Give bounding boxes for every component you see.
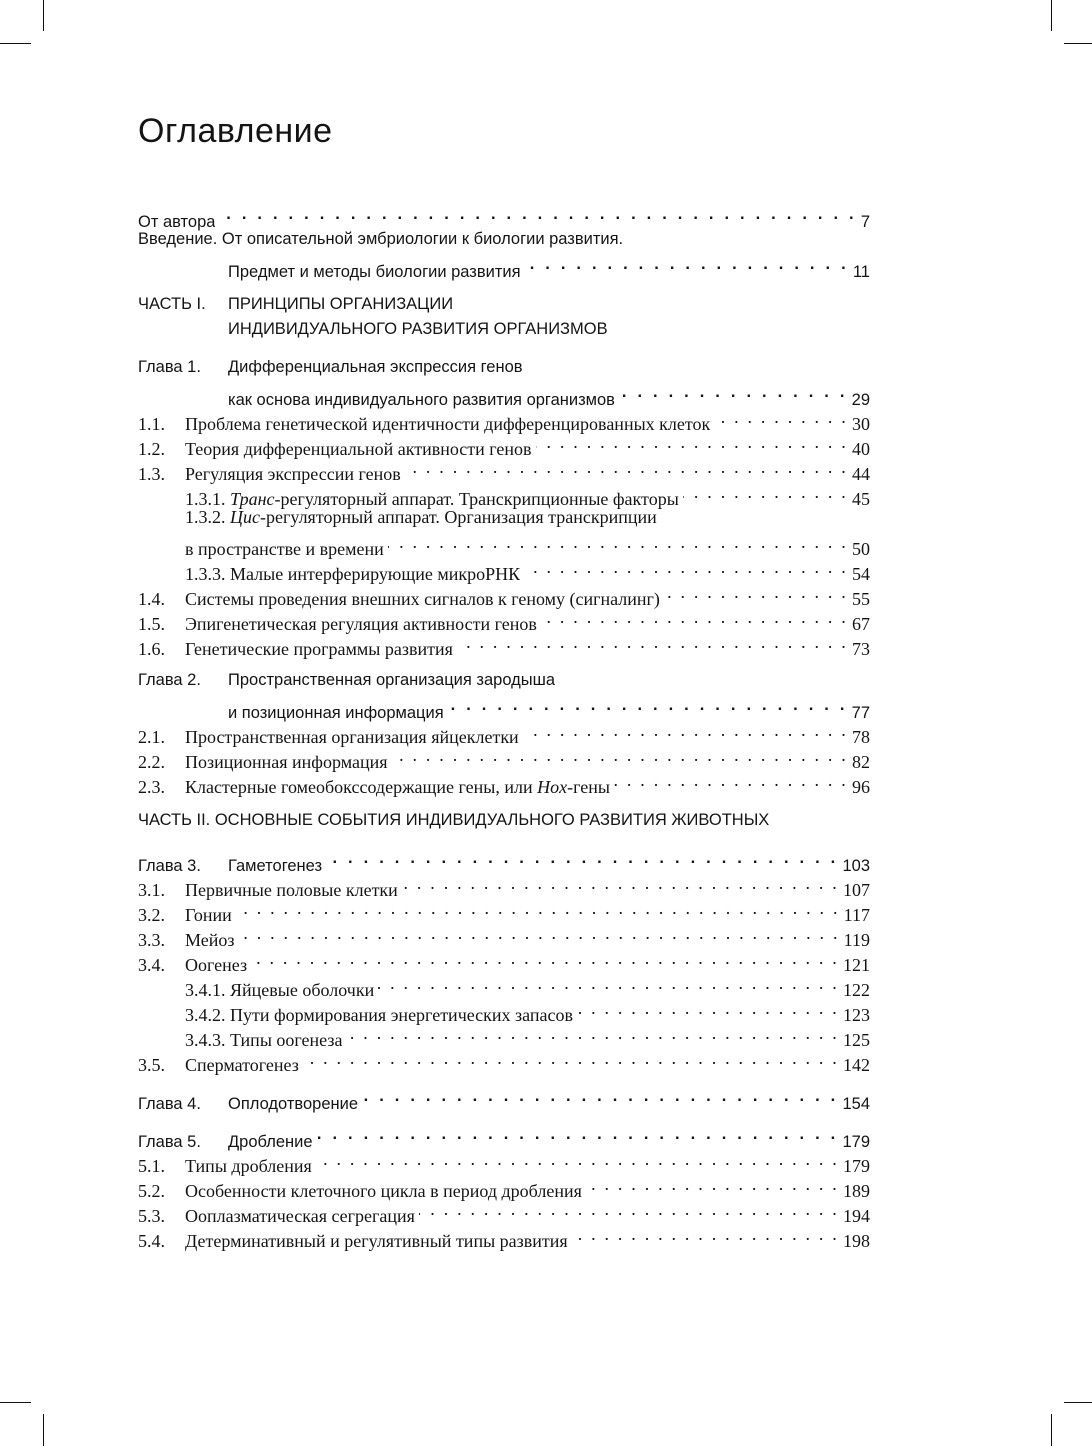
toc-entry-chapter[interactable]	[138, 1122, 870, 1151]
section-number: 5.3.	[138, 1206, 165, 1226]
toc-line	[138, 693, 870, 722]
entry-title	[228, 292, 453, 317]
table-of-contents	[138, 202, 870, 1251]
page-number: 119	[843, 930, 870, 950]
toc-line	[138, 1122, 870, 1151]
dot-leader	[303, 1046, 839, 1071]
title-text: Предмет и методы биологии развития	[228, 263, 521, 281]
title-text: 3.4.3. Типы оогенеза	[185, 1030, 343, 1050]
title-text: ПРИНЦИПЫ ОРГАНИЗАЦИИ	[228, 295, 454, 313]
italic-term: Hox	[537, 777, 568, 797]
title-text: Пространственная организация зародыша	[228, 671, 556, 689]
title-text: 3.4.2. Пути формирования энергетических запасов	[185, 1005, 574, 1025]
entry-title	[228, 1092, 358, 1117]
title-text: Мейоз	[185, 930, 235, 950]
page-title: Оглавление	[138, 112, 333, 150]
toc-line	[138, 380, 870, 409]
entry-title	[185, 928, 235, 953]
dot-leader	[251, 946, 839, 971]
title-text: Гаметогенез	[228, 857, 323, 875]
entry-title	[228, 854, 322, 879]
title-text: Позиционная информация	[185, 752, 388, 772]
dot-leader	[664, 580, 848, 605]
entry-title	[185, 562, 520, 587]
dot-leader	[614, 768, 848, 793]
entry-title	[138, 227, 623, 252]
toc-entry-partwide[interactable]	[138, 808, 870, 833]
page-number: 117	[843, 905, 870, 925]
toc-entry-section[interactable]	[138, 896, 870, 925]
page-number: 194	[843, 1206, 870, 1226]
toc-line	[138, 921, 870, 950]
entry-title	[138, 808, 769, 833]
entry-title	[185, 978, 374, 1003]
page-number: 40	[852, 439, 870, 459]
toc-line	[138, 355, 870, 380]
title-text: Введение. От описательной эмбриологии к биологии развития.	[138, 230, 624, 248]
toc-entry-front[interactable]	[138, 202, 870, 231]
dot-leader	[317, 1122, 839, 1147]
entry-title	[185, 1053, 299, 1078]
entry-title	[228, 388, 615, 413]
section-number: 1.4.	[138, 589, 165, 609]
page-number: 11	[852, 263, 870, 281]
dot-leader	[619, 380, 848, 405]
title-text: Типы дробления	[185, 1156, 312, 1176]
page-number: 107	[843, 880, 870, 900]
chapter-label: Глава 1.	[138, 358, 201, 376]
page-number: 45	[852, 489, 870, 509]
title-text: Оплодотворение	[228, 1095, 359, 1113]
toc-entry-chapter[interactable]	[138, 355, 870, 409]
entry-title	[228, 355, 523, 380]
dot-leader	[714, 405, 848, 430]
toc-entry-chapter[interactable]	[138, 668, 870, 722]
title-text: Детерминативный и регулятивный типы развития	[185, 1231, 568, 1251]
page-number: 50	[852, 539, 870, 559]
dot-leader	[402, 871, 839, 896]
crop-mark	[0, 1402, 31, 1403]
chapter-label: Глава 5.	[138, 1133, 201, 1151]
dot-leader	[523, 718, 848, 743]
title-text: Эпигенетическая регуляция активности генов	[185, 614, 537, 634]
section-number: 3.5.	[138, 1055, 165, 1075]
crop-mark	[1064, 1402, 1092, 1403]
toc-line	[138, 1084, 870, 1113]
title-text: 1.3.3. Малые интерферирующие микроРНК	[185, 564, 521, 584]
entry-title	[185, 750, 388, 775]
title-text: Дифференциальная экспрессия генов	[228, 358, 523, 376]
title-text: как основа индивидуального развития организмов	[228, 391, 615, 409]
section-number: 3.2.	[138, 905, 165, 925]
toc-entry-section[interactable]	[138, 946, 870, 975]
crop-mark	[1064, 43, 1092, 44]
italic-term: Цис	[230, 507, 260, 527]
title-text: ИНДИВИДУАЛЬНОГО РАЗВИТИЯ ОРГАНИЗМОВ	[228, 320, 608, 338]
dot-leader	[388, 530, 848, 555]
toc-entry-chapter[interactable]	[138, 1084, 870, 1113]
crop-mark	[43, 1414, 44, 1446]
crop-mark	[1051, 0, 1052, 31]
section-number: 2.1.	[138, 727, 165, 747]
dot-leader	[362, 1084, 838, 1109]
section-number: 3.1.	[138, 880, 165, 900]
section-number: 5.4.	[138, 1231, 165, 1251]
entry-title	[185, 505, 657, 530]
dot-leader	[577, 996, 839, 1021]
page-number: 179	[843, 1156, 870, 1176]
section-number: 5.1.	[138, 1156, 165, 1176]
page-number: 44	[852, 464, 870, 484]
dot-leader	[536, 430, 848, 455]
page-number: 30	[852, 414, 870, 434]
crop-mark	[0, 43, 31, 44]
entry-title	[185, 462, 401, 487]
dot-leader	[316, 1147, 839, 1172]
page-number: 103	[842, 857, 870, 875]
chapter-label: Глава 2.	[138, 671, 201, 689]
dot-leader	[326, 846, 838, 871]
toc-entry-section[interactable]	[138, 921, 870, 950]
entry-title	[228, 260, 521, 285]
toc-line	[138, 896, 870, 925]
page-number: 154	[842, 1095, 870, 1113]
section-number: 5.2.	[138, 1181, 165, 1201]
dot-leader	[457, 630, 848, 655]
page-number: 73	[852, 639, 870, 659]
toc-line	[138, 202, 870, 231]
dot-leader	[236, 896, 840, 921]
toc-line	[138, 668, 870, 693]
title-text: Сперматогенез	[185, 1055, 299, 1075]
entry-title	[228, 1130, 313, 1155]
crop-mark	[43, 0, 44, 31]
title-text: Генетические программы развития	[185, 639, 453, 659]
crop-mark	[1051, 1414, 1052, 1446]
entry-title	[228, 317, 608, 342]
page-number: 82	[852, 752, 870, 772]
page-number: 122	[843, 980, 870, 1000]
title-text: Регуляция экспрессии генов	[185, 464, 401, 484]
section-number: 1.6.	[138, 639, 165, 659]
page-number: 121	[843, 955, 870, 975]
toc-line	[138, 946, 870, 975]
toc-line	[138, 808, 870, 833]
dot-leader	[525, 252, 849, 277]
toc-entry-part[interactable]	[138, 292, 870, 342]
section-number: 1.2.	[138, 439, 165, 459]
title-text: Оогенез	[185, 955, 248, 975]
title-text: Первичные половые клетки	[185, 880, 398, 900]
dot-leader	[683, 480, 848, 505]
entry-title	[228, 701, 444, 726]
dot-leader	[541, 605, 848, 630]
spacer	[138, 342, 870, 355]
page-number: 29	[851, 391, 870, 409]
dot-leader	[448, 693, 848, 718]
dot-leader	[419, 1197, 839, 1222]
title-text: От автора	[138, 213, 216, 231]
page-number: 54	[852, 564, 870, 584]
title-text: Особенности клеточного цикла в период дробления	[185, 1181, 582, 1201]
page-number: 77	[851, 704, 870, 722]
page-number: 123	[843, 1005, 870, 1025]
section-number: 1.5.	[138, 614, 165, 634]
toc-line	[138, 317, 870, 342]
title-text: 1.3.1.	[185, 489, 230, 509]
section-number: 1.3.	[138, 464, 165, 484]
dot-leader	[572, 1222, 839, 1247]
section-number: 1.1.	[138, 414, 165, 434]
entry-title	[185, 775, 610, 800]
chapter-label: ЧАСТЬ I.	[138, 295, 206, 313]
toc-line	[138, 227, 870, 252]
entry-title	[185, 1204, 415, 1229]
toc-entry-front[interactable]	[138, 227, 870, 281]
dot-leader	[524, 555, 848, 580]
title-text: Пространственная организация яйцеклетки	[185, 727, 519, 747]
title-text: Ооплазматическая сегрегация	[185, 1206, 415, 1226]
title-text: 1.3.2.	[185, 507, 230, 527]
entry-title	[228, 668, 555, 693]
entry-title	[185, 1229, 568, 1254]
section-number: 2.3.	[138, 777, 165, 797]
dot-leader	[586, 1172, 839, 1197]
dot-leader	[219, 202, 856, 227]
title-text: -регуляторный аппарат. Организация транскрипции	[260, 507, 657, 527]
dot-leader	[346, 1021, 839, 1046]
title-text: -гены	[567, 777, 610, 797]
dot-leader	[378, 971, 839, 996]
spacer	[138, 833, 870, 846]
title-text: 3.4.1. Яйцевые оболочки	[185, 980, 375, 1000]
section-number: 3.4.	[138, 955, 165, 975]
entry-title	[185, 637, 453, 662]
toc-line	[138, 971, 870, 1000]
page-number: 55	[852, 589, 870, 609]
dot-leader	[239, 921, 840, 946]
title-text: Проблема генетической идентичности дифференцированных клеток	[185, 414, 711, 434]
toc-line	[138, 292, 870, 317]
toc-entry-sub[interactable]	[138, 505, 870, 559]
entry-title	[185, 953, 247, 978]
chapter-label: Глава 3.	[138, 857, 201, 875]
page-number: 179	[842, 1133, 870, 1151]
title-text: Системы проведения внешних сигналов к геному (сигналинг)	[185, 589, 660, 609]
toc-line	[138, 505, 870, 530]
chapter-label: Глава 4.	[138, 1095, 201, 1113]
title-text: ЧАСТЬ II. ОСНОВНЫЕ СОБЫТИЯ ИНДИВИДУАЛЬНОГО РАЗВИТИЯ ЖИВОТНЫХ	[138, 811, 770, 829]
title-text: Теория дифференциальной активности генов	[185, 439, 532, 459]
title-text: Дробление	[228, 1133, 313, 1151]
toc-entry-sub[interactable]	[138, 971, 870, 1000]
toc-line	[138, 530, 870, 559]
page-number: 78	[852, 727, 870, 747]
entry-title	[185, 537, 384, 562]
page-number: 96	[852, 777, 870, 797]
page-number: 198	[843, 1231, 870, 1251]
toc-line	[138, 846, 870, 875]
entry-title	[185, 903, 232, 928]
title-text: -регуляторный аппарат. Транскрипционные факторы	[274, 489, 679, 509]
page-number: 125	[843, 1030, 870, 1050]
page-number: 189	[843, 1181, 870, 1201]
page-number: 7	[860, 213, 870, 231]
dot-leader	[392, 743, 849, 768]
section-number: 3.3.	[138, 930, 165, 950]
entry-title	[185, 1154, 312, 1179]
title-text: и позиционная информация	[228, 704, 444, 722]
toc-entry-chapter[interactable]	[138, 846, 870, 875]
toc-line	[138, 252, 870, 281]
page-number: 142	[843, 1055, 870, 1075]
page-number: 67	[852, 614, 870, 634]
italic-term: Транс	[230, 489, 275, 509]
title-text: в пространстве и времени	[185, 539, 384, 559]
section-number: 2.2.	[138, 752, 165, 772]
dot-leader	[405, 455, 848, 480]
title-text: Кластерные гомеобокссодержащие гены, или	[185, 777, 538, 797]
title-text: Гонии	[185, 905, 232, 925]
